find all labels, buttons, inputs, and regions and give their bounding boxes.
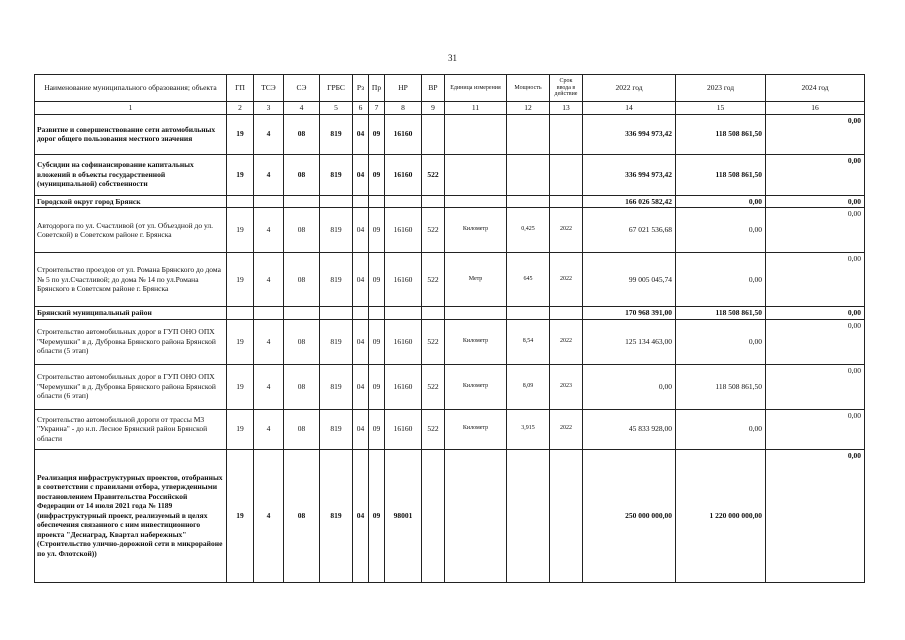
page-number: 31: [448, 53, 457, 63]
cell-power: 8,54: [507, 319, 550, 364]
header-rz: Рз: [353, 75, 369, 102]
cell-y2022: 336 994 973,42: [583, 154, 676, 195]
cell-name: Брянский муниципальный район: [35, 307, 227, 320]
cell-pr: 09: [369, 114, 385, 154]
cell-tse: 4: [254, 114, 284, 154]
cell-grbs: 819: [320, 449, 353, 582]
cell-term: 2022: [550, 319, 583, 364]
cell-term: [550, 449, 583, 582]
cell-grbs: 819: [320, 253, 353, 307]
cell-se: 08: [284, 409, 320, 449]
cell-rz: 04: [353, 208, 369, 253]
header-name: Наименование муниципального образования; объекта: [35, 75, 227, 102]
cell-se: 08: [284, 154, 320, 195]
cell-se: 08: [284, 449, 320, 582]
cell-y2023: 1 220 000 000,00: [676, 449, 766, 582]
cell-nr: 16160: [385, 319, 422, 364]
cell-tse: [254, 195, 284, 208]
cell-y2023: 0,00: [676, 195, 766, 208]
cell-tse: 4: [254, 319, 284, 364]
table-header-row: [35, 75, 865, 102]
cell-power: [507, 154, 550, 195]
cell-pr: 09: [369, 364, 385, 409]
cell-y2024: 0,00: [766, 449, 865, 582]
cell-rz: 04: [353, 409, 369, 449]
cell-power: [507, 307, 550, 320]
cell-vr: [422, 307, 445, 320]
header-grbs: ГРБС: [320, 75, 353, 102]
cell-name: Строительство автомобильных дорог в ГУП ОНО ОПХ "Черемушки" в д. Дубровка Брянского района Брянской области (5 этап): [35, 319, 227, 364]
cell-name: Автодорога по ул. Счастливой (от ул. Объездной до ул. Советской) в Советском районе г. Брянска: [35, 208, 227, 253]
header-term: Срок ввода в действие: [550, 75, 583, 102]
cell-term: 2022: [550, 208, 583, 253]
cell-power: [507, 114, 550, 154]
cell-grbs: 819: [320, 208, 353, 253]
budget-table: [34, 74, 865, 583]
cell-y2023: 0,00: [676, 253, 766, 307]
cell-nr: [385, 195, 422, 208]
cell-tse: 4: [254, 409, 284, 449]
cell-se: 08: [284, 208, 320, 253]
cell-y2022: 125 134 463,00: [583, 319, 676, 364]
cell-name: Строительство автомобильной дороги от трассы М3 "Украина" - до н.п. Лесное Брянский район Брянской области: [35, 409, 227, 449]
cell-y2024: 0,00: [766, 208, 865, 253]
cell-name: Строительство автомобильных дорог в ГУП ОНО ОПХ "Черемушки" в д. Дубровка Брянского района Брянской области (6 этап): [35, 364, 227, 409]
cell-pr: [369, 195, 385, 208]
cell-term: 2022: [550, 253, 583, 307]
cell-power: [507, 195, 550, 208]
cell-rz: 04: [353, 449, 369, 582]
cell-grbs: 819: [320, 409, 353, 449]
cell-tse: 4: [254, 253, 284, 307]
cell-unit: [445, 449, 507, 582]
table-row: [35, 409, 865, 449]
cell-gp: 19: [227, 409, 254, 449]
cell-name: Реализация инфраструктурных проектов, отобранных в соответствии с правилами отбора, утвержденными постановлением Правительства Российской Федерации от 14 июля 2021 года № 1189 (инфраструктурный проект, реализуемый в целях обеспечения связанного с ним инвестиционного проекта "Деснаград, Квартал набережных" (Строительство улично-дорожной сети в микрорайоне по ул. Флотской)): [35, 449, 227, 582]
cell-rz: 04: [353, 154, 369, 195]
column-number-row: [35, 102, 865, 115]
cell-nr: 16160: [385, 364, 422, 409]
cell-term: [550, 195, 583, 208]
col-number: 8: [385, 102, 422, 115]
header-pr: Пр: [369, 75, 385, 102]
cell-pr: 09: [369, 409, 385, 449]
cell-se: 08: [284, 114, 320, 154]
cell-nr: 98001: [385, 449, 422, 582]
cell-rz: 04: [353, 319, 369, 364]
cell-pr: 09: [369, 319, 385, 364]
cell-se: 08: [284, 364, 320, 409]
cell-power: 8,09: [507, 364, 550, 409]
cell-y2024: 0,00: [766, 253, 865, 307]
cell-se: 08: [284, 319, 320, 364]
cell-rz: [353, 307, 369, 320]
cell-y2024: 0,00: [766, 364, 865, 409]
cell-y2024: 0,00: [766, 319, 865, 364]
table-row: [35, 208, 865, 253]
col-number: 1: [35, 102, 227, 115]
cell-se: 08: [284, 253, 320, 307]
cell-vr: 522: [422, 208, 445, 253]
cell-vr: 522: [422, 319, 445, 364]
header-power: Мощность: [507, 75, 550, 102]
cell-gp: 19: [227, 114, 254, 154]
cell-pr: 09: [369, 253, 385, 307]
cell-y2022: 166 026 582,42: [583, 195, 676, 208]
cell-pr: 09: [369, 208, 385, 253]
cell-name: Строительство проездов от ул. Романа Брянского до дома № 5 по ул.Счастливой; до дома № 14 по ул.Романа Брянского в Советском районе г. Брянска: [35, 253, 227, 307]
cell-se: [284, 307, 320, 320]
cell-name: Городской округ город Брянск: [35, 195, 227, 208]
cell-y2022: 170 968 391,00: [583, 307, 676, 320]
cell-y2024: 0,00: [766, 154, 865, 195]
table-row: [35, 154, 865, 195]
header-2022: 2022 год: [583, 75, 676, 102]
cell-y2022: 67 021 536,68: [583, 208, 676, 253]
cell-y2023: 118 508 861,50: [676, 154, 766, 195]
cell-grbs: 819: [320, 364, 353, 409]
cell-gp: 19: [227, 449, 254, 582]
cell-nr: [385, 307, 422, 320]
table-row: [35, 449, 865, 582]
cell-se: [284, 195, 320, 208]
cell-unit: Километр: [445, 208, 507, 253]
cell-pr: 09: [369, 449, 385, 582]
col-number: 2: [227, 102, 254, 115]
cell-term: [550, 307, 583, 320]
cell-term: 2022: [550, 409, 583, 449]
cell-term: [550, 114, 583, 154]
cell-pr: [369, 307, 385, 320]
cell-tse: 4: [254, 154, 284, 195]
table-row: [35, 364, 865, 409]
cell-unit: [445, 154, 507, 195]
cell-unit: [445, 114, 507, 154]
cell-gp: 19: [227, 154, 254, 195]
cell-vr: [422, 449, 445, 582]
table-row: [35, 114, 865, 154]
cell-name: Развитие и совершенствование сети автомобильных дорог общего пользования местного значения: [35, 114, 227, 154]
header-tse: ТСЭ: [254, 75, 284, 102]
header-2024: 2024 год: [766, 75, 865, 102]
table-row: [35, 307, 865, 320]
header-se: СЭ: [284, 75, 320, 102]
cell-term: [550, 154, 583, 195]
cell-rz: [353, 195, 369, 208]
cell-power: 645: [507, 253, 550, 307]
cell-y2023: 0,00: [676, 319, 766, 364]
header-2023: 2023 год: [676, 75, 766, 102]
cell-unit: Километр: [445, 409, 507, 449]
cell-gp: 19: [227, 364, 254, 409]
col-number: 4: [284, 102, 320, 115]
header-vr: ВР: [422, 75, 445, 102]
cell-grbs: 819: [320, 154, 353, 195]
cell-unit: [445, 307, 507, 320]
cell-vr: [422, 195, 445, 208]
col-number: 15: [676, 102, 766, 115]
cell-y2023: 0,00: [676, 409, 766, 449]
cell-tse: [254, 307, 284, 320]
cell-vr: 522: [422, 154, 445, 195]
header-nr: НР: [385, 75, 422, 102]
cell-power: [507, 449, 550, 582]
cell-gp: [227, 195, 254, 208]
col-number: 9: [422, 102, 445, 115]
cell-nr: 16160: [385, 154, 422, 195]
cell-y2022: 0,00: [583, 364, 676, 409]
col-number: 14: [583, 102, 676, 115]
cell-pr: 09: [369, 154, 385, 195]
cell-y2023: 0,00: [676, 208, 766, 253]
cell-nr: 16160: [385, 253, 422, 307]
col-number: 3: [254, 102, 284, 115]
col-number: 11: [445, 102, 507, 115]
cell-y2023: 118 508 861,50: [676, 114, 766, 154]
col-number: 6: [353, 102, 369, 115]
cell-tse: 4: [254, 449, 284, 582]
cell-nr: 16160: [385, 114, 422, 154]
cell-y2022: 336 994 973,42: [583, 114, 676, 154]
cell-rz: 04: [353, 364, 369, 409]
cell-y2022: 99 005 045,74: [583, 253, 676, 307]
cell-y2022: 250 000 000,00: [583, 449, 676, 582]
cell-unit: Метр: [445, 253, 507, 307]
cell-y2024: 0,00: [766, 195, 865, 208]
cell-tse: 4: [254, 208, 284, 253]
header-gp: ГП: [227, 75, 254, 102]
cell-power: 3,915: [507, 409, 550, 449]
cell-power: 0,425: [507, 208, 550, 253]
header-unit: Единица измерения: [445, 75, 507, 102]
col-number: 5: [320, 102, 353, 115]
cell-vr: 522: [422, 253, 445, 307]
cell-vr: [422, 114, 445, 154]
cell-vr: 522: [422, 364, 445, 409]
cell-vr: 522: [422, 409, 445, 449]
cell-name: Субсидии на софинансирование капитальных вложений в объекты государственной (муниципальной) собственности: [35, 154, 227, 195]
cell-grbs: 819: [320, 114, 353, 154]
cell-grbs: [320, 195, 353, 208]
cell-gp: [227, 307, 254, 320]
table-row: [35, 319, 865, 364]
cell-nr: 16160: [385, 208, 422, 253]
cell-y2022: 45 833 928,00: [583, 409, 676, 449]
cell-gp: 19: [227, 208, 254, 253]
cell-tse: 4: [254, 364, 284, 409]
cell-gp: 19: [227, 253, 254, 307]
cell-unit: [445, 195, 507, 208]
col-number: 12: [507, 102, 550, 115]
cell-grbs: 819: [320, 319, 353, 364]
cell-gp: 19: [227, 319, 254, 364]
cell-unit: Километр: [445, 364, 507, 409]
table-row: [35, 253, 865, 307]
cell-rz: 04: [353, 114, 369, 154]
cell-y2024: 0,00: [766, 307, 865, 320]
cell-y2024: 0,00: [766, 409, 865, 449]
cell-term: 2023: [550, 364, 583, 409]
col-number: 7: [369, 102, 385, 115]
cell-unit: Километр: [445, 319, 507, 364]
cell-rz: 04: [353, 253, 369, 307]
col-number: 16: [766, 102, 865, 115]
cell-grbs: [320, 307, 353, 320]
cell-y2024: 0,00: [766, 114, 865, 154]
col-number: 13: [550, 102, 583, 115]
cell-y2023: 118 508 861,50: [676, 364, 766, 409]
cell-nr: 16160: [385, 409, 422, 449]
cell-y2023: 118 508 861,50: [676, 307, 766, 320]
table-row: [35, 195, 865, 208]
